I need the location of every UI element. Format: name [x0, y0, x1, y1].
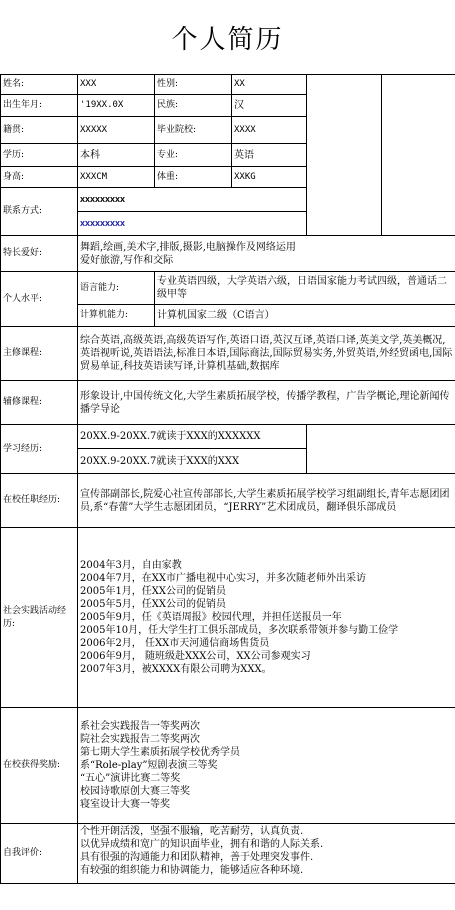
name-value: XXX: [78, 75, 155, 95]
birth-value: '19XX.0X: [78, 95, 155, 117]
weight-value: XXKG: [232, 167, 307, 188]
computer-value: 计算机国家二级（C语言）: [155, 305, 455, 327]
level-label: 个人水平:: [1, 272, 78, 327]
right-margin-cell: [382, 75, 455, 236]
ethnic-value: 汉: [232, 95, 307, 117]
gender-value: XX: [232, 75, 307, 95]
post-label: 在校任职经历:: [1, 474, 78, 528]
post-value: 宣传部副部长,院爱心社宣传部部长,大学生素质拓展学校学习组副组长,青年志愿团团员,系“春蕾”大学生志愿团团员，“JERRY”艺术团成员，翻译俱乐部成员: [78, 474, 455, 528]
study-label: 学习经历:: [1, 425, 78, 474]
origin-label: 籍贯:: [1, 117, 78, 144]
birth-label: 出生年月:: [1, 95, 78, 117]
page-title: 个人简历: [0, 0, 455, 75]
edu-value: 本科: [78, 144, 155, 167]
computer-label: 计算机能力:: [78, 305, 155, 327]
major-course-label: 主修课程:: [1, 327, 78, 381]
contact-email-1[interactable]: xxxxxxxxx: [78, 188, 306, 212]
practice-label: 社会实践活动经历:: [1, 528, 78, 708]
study-item-1: 20XX.9-20XX.7就读于XXX的XXXXXX: [78, 425, 307, 449]
minor-course-value: 形象设计,中国传统文化,大学生素质拓展学校，传播学教程，广告学概论,理论新闻传播学导论: [78, 381, 455, 425]
hobby-label: 特长爱好:: [1, 236, 78, 272]
lang-value: 专业英语四级，大学英语六级，日语国家能力考试四级，普通话二级甲等: [155, 272, 455, 305]
height-label: 身高:: [1, 167, 78, 188]
self-value: 个性开朗活泼，坚强不服输，吃苦耐劳，认真负责. 以优异成绩和宽广的知识面毕业，拥有和谐的人际关系. 具有很强的沟通能力和团队精神，善于处理突发事件. 有较强的组织能力和协调能力，能够适应各种环境.: [78, 824, 455, 884]
self-label: 自我评价:: [1, 824, 78, 884]
name-label: 姓名:: [1, 75, 78, 95]
gender-label: 性别:: [155, 75, 232, 95]
study-item-2: 20XX.9-20XX.7就读于XXX的XXX: [78, 449, 307, 474]
photo-cell: [307, 75, 382, 236]
major-label: 专业:: [155, 144, 232, 167]
award-value: 系社会实践报告一等奖两次 院社会实践报告二等奖两次 第七期大学生素质拓展学校优秀学员 系“Role-play”短剧表演三等奖 “五心”演讲比赛二等奖 校园诗歌原创大赛三等奖 寝室设计大赛一等奖: [78, 708, 455, 824]
school-label: 毕业院校:: [155, 117, 232, 144]
school-value: XXXX: [232, 117, 307, 144]
contact-label: 联系方式:: [1, 188, 78, 236]
study-blank-1: [307, 425, 455, 449]
award-label: 在校获得奖励:: [1, 708, 78, 824]
hobby-value: 舞蹈,绘画,美术字,排版,摄影,电脑操作及网络运用 爱好旅游,写作和交际: [78, 236, 455, 272]
edu-label: 学历:: [1, 144, 78, 167]
minor-course-label: 辅修课程:: [1, 381, 78, 425]
practice-value: 2004年3月，自由家教 2004年7月，在XX市广播电视中心实习，并多次随老师外出采访 2005年1月，任XX公司的促销员 2005年5月，任XX公司的促销员 2005年9月，任《英语周报》校园代理，并担任送报员一年 2005年10月，任大学生打工俱乐部成员，多次联系带领并参与勤工俭学 2006年2月， 任XX市天河通信商场售货员 2006年9月， 随班级赴XXX公司，XX公司参观实习 2007年3月，被XXXX有限公司聘为XXX。: [78, 528, 455, 708]
ethnic-label: 民族:: [155, 95, 232, 117]
major-value: 英语: [232, 144, 307, 167]
origin-value: XXXXX: [78, 117, 155, 144]
contact-email-2[interactable]: xxxxxxxxx: [80, 218, 126, 228]
lang-label: 语言能力:: [78, 272, 155, 305]
height-value: XXXCM: [78, 167, 155, 188]
resume-table: [0, 74, 455, 884]
contact-cell: [78, 188, 307, 236]
weight-label: 体重:: [155, 167, 232, 188]
study-blank-2: [307, 449, 455, 474]
major-course-value: 综合英语,高级英语,高级英语写作,英语口语,英汉互译,英语口译,英美文学,英美概况,英语视听说,英语语法,标准日本语,国际商法,国际贸易实务,外贸英语,外经贸函电,国际贸易单证,科技英语读写译,计算机基础,数据库: [78, 327, 455, 381]
